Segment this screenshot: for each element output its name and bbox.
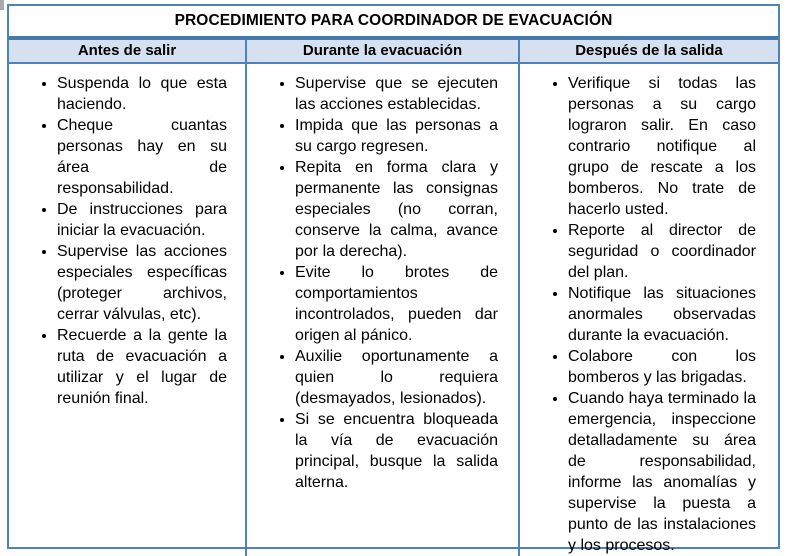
list-item: • Verifique si todas las personas a su cargo lograron salir. En caso contrario notifique al grupo de rescate a los bomberos. No trate de hacerlo usted. [568,73,778,220]
table-header-row [9,36,778,64]
table-title: PROCEDIMIENTO PARA COORDINADOR DE EVACUACIÓN [174,12,613,29]
column-header-durante-la-evacuacion: Durante la evacuación [245,40,518,62]
cell-despues-de-la-salida [518,64,778,556]
list-item: • Colabore con los bomberos y las brigadas. [568,346,778,388]
bullet-list-antes [9,73,245,409]
list-item: • Supervise las acciones especiales específicas (proteger archivos, cerrar válvulas, etc). [57,241,245,325]
list-item: • Reporte al director de seguridad o coordinador del plan. [568,220,778,283]
list-item: • Supervise que se ejecuten las acciones establecidas. [295,73,518,115]
column-header-despues-de-la-salida: Después de la salida [518,40,778,62]
list-item: • Evite lo brotes de comportamientos incontrolados, pueden dar origen al pánico. [295,262,518,346]
bullet-list-despues [520,73,778,556]
cell-antes-de-salir [9,64,245,556]
list-item: • Recuerde a la gente la ruta de evacuación a utilizar y el lugar de reunión final. [57,325,245,409]
list-item: • Cheque cuantas personas hay en su área de responsabilidad. [57,115,245,199]
list-item: • Si se encuentra bloqueada la vía de evacuación principal, busque la salida alterna. [295,409,518,493]
column-header-antes-de-salir: Antes de salir [77,42,177,59]
list-item: • Repita en forma clara y permanente las consignas especiales (no corran, conserve la calma, avance por la derecha). [295,157,518,262]
evacuation-procedure-table [7,4,780,554]
list-item: • Auxilie oportunamente a quien lo requiera (desmayados, lesionados). [295,346,518,409]
table-handle-artifact [0,0,4,10]
cell-durante-la-evacuacion [245,64,518,556]
list-item: • De instrucciones para iniciar la evacuación. [57,199,245,241]
list-item: • Cuando haya terminado la emergencia, inspeccione detalladamente su área de responsabilidad, informe las anomalías y supervise la puesta a punto de las instalaciones y los procesos. [568,388,778,556]
list-item: • Notifique las situaciones anormales observadas durante la evacuación. [568,283,778,346]
bullet-list-durante [247,73,518,493]
list-item: • Impida que las personas a su cargo regresen. [295,115,518,157]
table-body-row [9,64,778,556]
list-item: • Suspenda lo que esta haciendo. [57,73,245,115]
